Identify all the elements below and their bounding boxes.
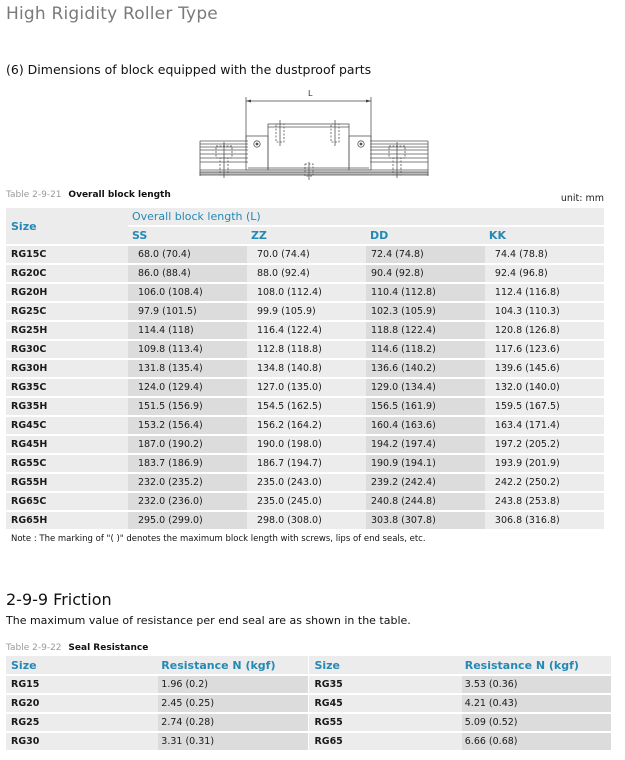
- size-cell: RG30H: [6, 360, 128, 377]
- unit-label: unit: mm: [560, 193, 604, 204]
- header-overall-block-length: Overall block length (L): [128, 208, 604, 225]
- cell-value: 193.9 (201.9): [494, 458, 560, 469]
- dd-cell: [366, 265, 485, 282]
- header-size: Size: [6, 208, 128, 244]
- header-size-left: Size: [6, 656, 158, 674]
- dd-cell: [366, 512, 485, 529]
- zz-cell: [247, 436, 366, 453]
- kk-cell: [485, 341, 604, 358]
- cell-value: 102.3 (105.9): [370, 306, 436, 317]
- table-row: [6, 360, 604, 377]
- cell-value: 139.6 (145.6): [494, 363, 560, 374]
- size-cell: RG55H: [6, 474, 128, 491]
- kk-cell: [485, 265, 604, 282]
- kk-cell: [485, 246, 604, 263]
- cell-value: 151.5 (156.9): [137, 401, 203, 412]
- zz-cell: [247, 474, 366, 491]
- zz-cell: [247, 284, 366, 301]
- cell-value: 132.0 (140.0): [494, 382, 560, 393]
- left-resistance-cell: 2.45 (0.25): [158, 695, 307, 712]
- table-row: [6, 714, 611, 731]
- size-cell: RG45C: [6, 417, 128, 434]
- ss-cell: [128, 398, 247, 415]
- cell-value: 88.0 (92.4): [256, 268, 310, 279]
- right-resistance-cell: 3.53 (0.36): [462, 676, 611, 693]
- size-cell: RG45H: [6, 436, 128, 453]
- cell-value: 108.0 (112.4): [256, 287, 322, 298]
- header-size-right: Size: [309, 656, 461, 674]
- header-ss: SS: [128, 227, 247, 244]
- cell-value: 114.4 (118): [137, 325, 194, 336]
- cell-value: 187.0 (190.2): [137, 439, 203, 450]
- cell-value: 240.8 (244.8): [370, 496, 436, 507]
- cell-value: 116.4 (122.4): [256, 325, 322, 336]
- table-row: [6, 246, 604, 263]
- kk-cell: [485, 398, 604, 415]
- cell-value: 232.0 (236.0): [137, 496, 203, 507]
- table-row: [6, 284, 604, 301]
- cell-value: 70.0 (74.4): [256, 249, 310, 260]
- zz-cell: [247, 265, 366, 282]
- zz-cell: [247, 512, 366, 529]
- ss-cell: [128, 246, 247, 263]
- zz-cell: [247, 379, 366, 396]
- dimension-label-L: L: [308, 89, 313, 98]
- table2-caption-number: Table 2-9-22: [6, 643, 62, 653]
- cell-value: 239.2 (242.4): [370, 477, 436, 488]
- cell-value: 118.8 (122.4): [370, 325, 436, 336]
- table-row: [6, 341, 604, 358]
- table-row: [6, 303, 604, 320]
- cell-value: 106.0 (108.4): [137, 287, 203, 298]
- cell-value: 190.0 (198.0): [256, 439, 322, 450]
- cell-value: 243.8 (253.8): [494, 496, 560, 507]
- size-cell: RG35C: [6, 379, 128, 396]
- table-row: [6, 512, 604, 529]
- cell-value: 163.4 (171.4): [494, 420, 560, 431]
- cell-value: 197.2 (205.2): [494, 439, 560, 450]
- zz-cell: [247, 417, 366, 434]
- ss-cell: [128, 322, 247, 339]
- cell-value: 86.0 (88.4): [137, 268, 191, 279]
- table2-caption: [6, 643, 148, 653]
- dd-cell: [366, 398, 485, 415]
- right-resistance-cell: 5.09 (0.52): [462, 714, 611, 731]
- dd-cell: [366, 341, 485, 358]
- table1-caption: [6, 190, 171, 200]
- cell-value: 183.7 (186.9): [137, 458, 203, 469]
- cell-value: 127.0 (135.0): [256, 382, 322, 393]
- size-cell: RG30C: [6, 341, 128, 358]
- page-title: High Rigidity Roller Type: [6, 4, 218, 24]
- cell-value: 110.4 (112.8): [370, 287, 436, 298]
- ss-cell: [128, 360, 247, 377]
- size-cell: RG15C: [6, 246, 128, 263]
- cell-value: 72.4 (74.8): [370, 249, 424, 260]
- dd-cell: [366, 474, 485, 491]
- ss-cell: [128, 303, 247, 320]
- seal-resistance-table: [6, 654, 611, 752]
- ss-cell: [128, 493, 247, 510]
- cell-value: 109.8 (113.4): [137, 344, 203, 355]
- left-resistance-cell: 1.96 (0.2): [158, 676, 307, 693]
- size-cell: RG65C: [6, 493, 128, 510]
- right-resistance-cell: 4.21 (0.43): [462, 695, 611, 712]
- cell-value: 97.9 (101.5): [137, 306, 197, 317]
- kk-cell: [485, 455, 604, 472]
- cell-value: 154.5 (162.5): [256, 401, 322, 412]
- header-kk: KK: [485, 227, 604, 244]
- cell-value: 112.8 (118.8): [256, 344, 322, 355]
- ss-cell: [128, 474, 247, 491]
- right-size-cell: RG45: [309, 695, 461, 712]
- block-dimension-diagram: [196, 86, 432, 182]
- dd-cell: [366, 417, 485, 434]
- table-row: [6, 398, 604, 415]
- table-row: [6, 474, 604, 491]
- friction-description: The maximum value of resistance per end seal are as shown in the table.: [6, 614, 411, 627]
- table-row: [6, 733, 611, 750]
- cell-value: 114.6 (118.2): [370, 344, 436, 355]
- dd-cell: [366, 360, 485, 377]
- table1-note: Note : The marking of "( )" denotes the maximum block length with screws, lips of end seals, etc.: [11, 534, 426, 544]
- overall-block-length-table: [6, 206, 604, 531]
- size-cell: RG20C: [6, 265, 128, 282]
- zz-cell: [247, 303, 366, 320]
- header-resistance-right: Resistance N (kgf): [462, 656, 611, 674]
- cell-value: 156.2 (164.2): [256, 420, 322, 431]
- right-resistance-cell: 6.66 (0.68): [462, 733, 611, 750]
- dd-cell: [366, 379, 485, 396]
- left-size-cell: RG30: [6, 733, 158, 750]
- table-row: [6, 265, 604, 282]
- left-resistance-cell: 3.31 (0.31): [158, 733, 307, 750]
- ss-cell: [128, 512, 247, 529]
- right-size-cell: RG65: [309, 733, 461, 750]
- ss-cell: [128, 379, 247, 396]
- left-size-cell: RG15: [6, 676, 158, 693]
- cell-value: 298.0 (308.0): [256, 515, 322, 526]
- ss-cell: [128, 265, 247, 282]
- cell-value: 232.0 (235.2): [137, 477, 203, 488]
- table-row: [6, 695, 611, 712]
- friction-section-title: 2-9-9 Friction: [6, 590, 112, 609]
- cell-value: 303.8 (307.8): [370, 515, 436, 526]
- kk-cell: [485, 303, 604, 320]
- ss-cell: [128, 417, 247, 434]
- cell-value: 124.0 (129.4): [137, 382, 203, 393]
- right-size-cell: RG35: [309, 676, 461, 693]
- kk-cell: [485, 493, 604, 510]
- cell-value: 159.5 (167.5): [494, 401, 560, 412]
- header-zz: ZZ: [247, 227, 366, 244]
- left-size-cell: RG20: [6, 695, 158, 712]
- kk-cell: [485, 379, 604, 396]
- cell-value: 190.9 (194.1): [370, 458, 436, 469]
- ss-cell: [128, 436, 247, 453]
- cell-value: 295.0 (299.0): [137, 515, 203, 526]
- kk-cell: [485, 436, 604, 453]
- ss-cell: [128, 284, 247, 301]
- dd-cell: [366, 303, 485, 320]
- table2-caption-title: Seal Resistance: [68, 643, 149, 653]
- table1-caption-title: Overall block length: [68, 190, 171, 200]
- size-cell: RG55C: [6, 455, 128, 472]
- dd-cell: [366, 284, 485, 301]
- ss-cell: [128, 341, 247, 358]
- kk-cell: [485, 474, 604, 491]
- kk-cell: [485, 284, 604, 301]
- dd-cell: [366, 455, 485, 472]
- table-row: [6, 417, 604, 434]
- kk-cell: [485, 417, 604, 434]
- header-dd: DD: [366, 227, 485, 244]
- cell-value: 235.0 (243.0): [256, 477, 322, 488]
- zz-cell: [247, 360, 366, 377]
- cell-value: 129.0 (134.4): [370, 382, 436, 393]
- cell-value: 306.8 (316.8): [494, 515, 560, 526]
- cell-value: 194.2 (197.4): [370, 439, 436, 450]
- cell-value: 120.8 (126.8): [494, 325, 560, 336]
- cell-value: 131.8 (135.4): [137, 363, 203, 374]
- kk-cell: [485, 512, 604, 529]
- cell-value: 90.4 (92.8): [370, 268, 424, 279]
- kk-cell: [485, 322, 604, 339]
- cell-value: 134.8 (140.8): [256, 363, 322, 374]
- cell-value: 117.6 (123.6): [494, 344, 560, 355]
- table-row: [6, 455, 604, 472]
- dd-cell: [366, 322, 485, 339]
- cell-value: 74.4 (78.8): [494, 249, 548, 260]
- zz-cell: [247, 398, 366, 415]
- table-row: [6, 379, 604, 396]
- size-cell: RG65H: [6, 512, 128, 529]
- size-cell: RG35H: [6, 398, 128, 415]
- cell-value: 136.6 (140.2): [370, 363, 436, 374]
- cell-value: 153.2 (156.4): [137, 420, 203, 431]
- table-row: [6, 436, 604, 453]
- size-cell: RG25H: [6, 322, 128, 339]
- cell-value: 156.5 (161.9): [370, 401, 436, 412]
- dd-cell: [366, 493, 485, 510]
- table-row: [6, 322, 604, 339]
- zz-cell: [247, 341, 366, 358]
- size-cell: RG25C: [6, 303, 128, 320]
- cell-value: 104.3 (110.3): [494, 306, 560, 317]
- zz-cell: [247, 455, 366, 472]
- table-row: [6, 493, 604, 510]
- cell-value: 112.4 (116.8): [494, 287, 560, 298]
- cell-value: 68.0 (70.4): [137, 249, 191, 260]
- table1-caption-number: Table 2-9-21: [6, 190, 62, 200]
- cell-value: 186.7 (194.7): [256, 458, 322, 469]
- left-size-cell: RG25: [6, 714, 158, 731]
- ss-cell: [128, 455, 247, 472]
- cell-value: 235.0 (245.0): [256, 496, 322, 507]
- dd-cell: [366, 436, 485, 453]
- section-subtitle: (6) Dimensions of block equipped with the dustproof parts: [6, 62, 372, 77]
- cell-value: 160.4 (163.6): [370, 420, 436, 431]
- zz-cell: [247, 322, 366, 339]
- zz-cell: [247, 246, 366, 263]
- zz-cell: [247, 493, 366, 510]
- cell-value: 99.9 (105.9): [256, 306, 316, 317]
- cell-value: 242.2 (250.2): [494, 477, 560, 488]
- cell-value: 92.4 (96.8): [494, 268, 548, 279]
- right-size-cell: RG55: [309, 714, 461, 731]
- size-cell: RG20H: [6, 284, 128, 301]
- left-resistance-cell: 2.74 (0.28): [158, 714, 307, 731]
- header-resistance-left: Resistance N (kgf): [158, 656, 307, 674]
- kk-cell: [485, 360, 604, 377]
- table-row: [6, 676, 611, 693]
- dd-cell: [366, 246, 485, 263]
